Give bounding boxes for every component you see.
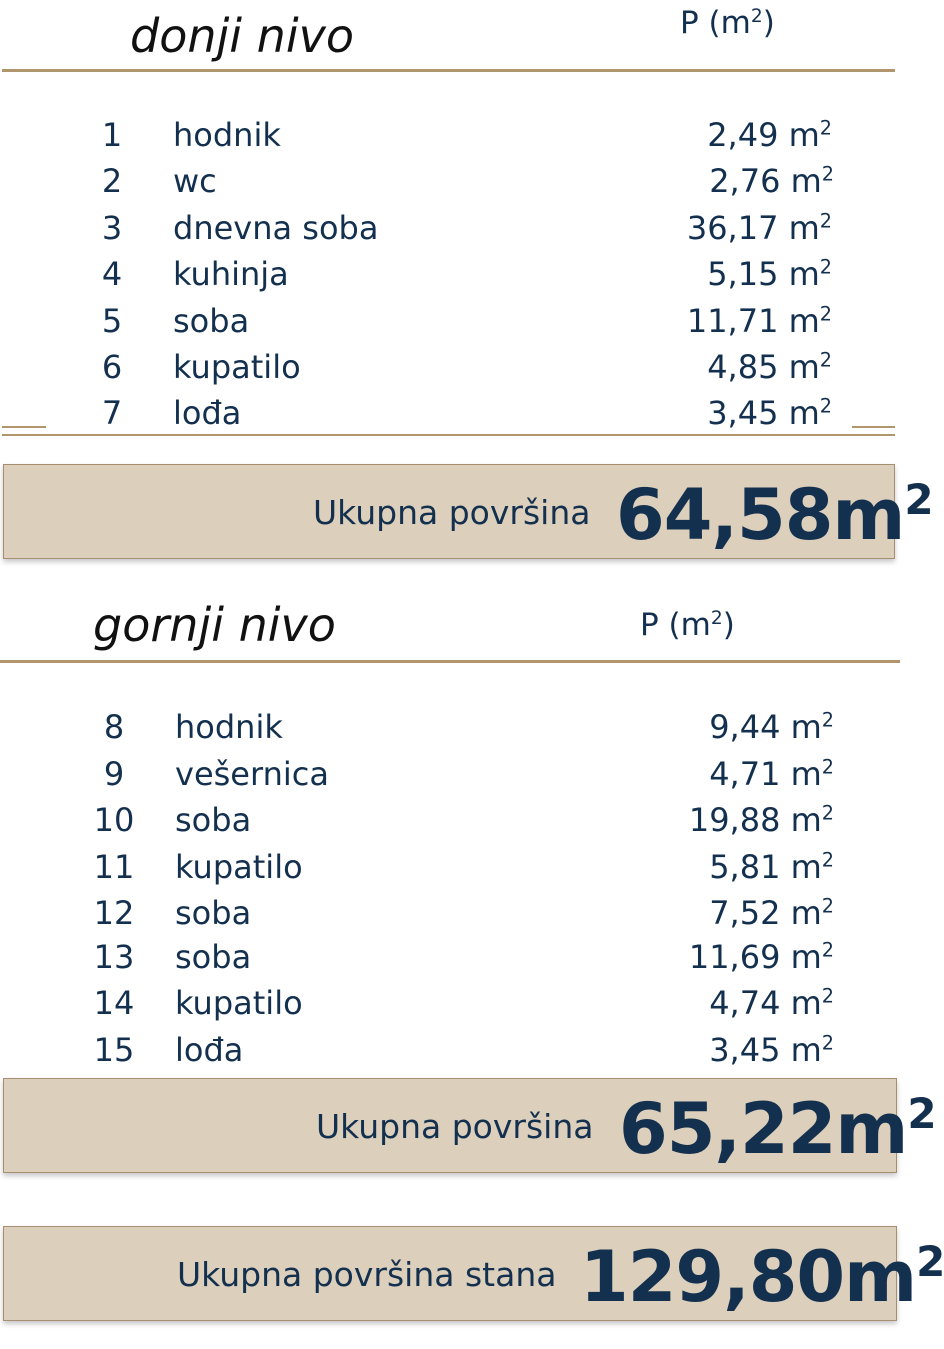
- apartment-total-box: [3, 1226, 944, 1321]
- room-number: 9: [103, 755, 125, 793]
- room-name: soba: [175, 894, 252, 932]
- room-name: lođa: [175, 1031, 244, 1069]
- upper-total-box: [3, 1078, 936, 1173]
- upper-total-value: $65,22m^2$: [619, 1088, 936, 1170]
- room-number: 3: [101, 209, 123, 247]
- lower-list-divider-right-accent: [852, 426, 895, 428]
- room-area: 3,45 $m^2$: [707, 394, 832, 432]
- room-name: hodnik: [173, 116, 281, 154]
- room-area: 5,81 $m^2$: [709, 848, 834, 886]
- room-row: [0, 751, 900, 797]
- room-row: [0, 1027, 900, 1073]
- room-name: lođa: [173, 394, 242, 432]
- room-row: [0, 344, 900, 390]
- room-number: 11: [93, 848, 135, 886]
- room-row: [0, 390, 900, 436]
- room-area: 4,71 $m^2$: [709, 755, 834, 793]
- area-header-close: ): [762, 5, 775, 41]
- area-header-label: P (m: [640, 607, 711, 643]
- room-number: 2: [101, 162, 123, 200]
- room-row: [0, 704, 900, 750]
- room-area: 2,76 $m^2$: [709, 162, 834, 200]
- area-header-label: P (m: [680, 5, 751, 41]
- room-area: 11,69 $m^2$: [688, 938, 834, 976]
- room-row: [0, 251, 900, 297]
- lower-level-title: donji nivo: [130, 9, 354, 63]
- room-name: wc: [173, 162, 217, 200]
- lower-list-divider: [2, 434, 895, 436]
- room-area: 4,74 $m^2$: [709, 984, 834, 1022]
- room-row: [0, 844, 900, 890]
- lower-total-value: $64,58m^2$: [616, 474, 933, 556]
- lower-list-divider-left-accent: [2, 426, 46, 428]
- room-number: 8: [103, 708, 125, 746]
- room-number: 15: [93, 1031, 135, 1069]
- room-area: 3,45 $m^2$: [709, 1031, 834, 1069]
- room-number: 4: [101, 255, 123, 293]
- room-area: 11,71 $m^2$: [686, 302, 832, 340]
- room-name: hodnik: [175, 708, 283, 746]
- area-header-superscript: 2: [750, 5, 763, 27]
- room-area: 36,17 $m^2$: [686, 209, 832, 247]
- room-area: 7,52 $m^2$: [709, 894, 834, 932]
- room-row: [0, 298, 900, 344]
- room-name: vešernica: [175, 755, 329, 793]
- room-number: 1: [101, 116, 123, 154]
- room-number: 12: [93, 894, 135, 932]
- room-number: 13: [93, 938, 135, 976]
- room-row: [0, 934, 900, 980]
- lower-area-column-header: [680, 5, 775, 41]
- room-row: [0, 890, 900, 936]
- room-number: 14: [93, 984, 135, 1022]
- room-row: [0, 797, 900, 843]
- upper-level-title: gornji nivo: [93, 598, 336, 652]
- room-number: 5: [101, 302, 123, 340]
- room-name: kupatilo: [175, 984, 303, 1022]
- room-name: kupatilo: [175, 848, 303, 886]
- lower-total-box: [3, 464, 933, 559]
- room-name: soba: [175, 801, 252, 839]
- room-number: 6: [101, 348, 123, 386]
- room-row: [0, 980, 900, 1026]
- room-area: 4,85 $m^2$: [707, 348, 832, 386]
- upper-area-column-header: [640, 607, 735, 643]
- area-header-superscript: 2: [710, 607, 723, 629]
- room-row: [0, 205, 900, 251]
- room-number: 10: [93, 801, 135, 839]
- area-header-close: ): [722, 607, 735, 643]
- room-name: kupatilo: [173, 348, 301, 386]
- apartment-total-label: Ukupna površina stana: [177, 1255, 557, 1294]
- apartment-total-value: $129,80m^2$: [580, 1236, 944, 1318]
- room-number: 7: [101, 394, 123, 432]
- lower-total-label: Ukupna površina: [313, 493, 591, 532]
- room-area: 19,88 $m^2$: [688, 801, 834, 839]
- room-row: [0, 158, 900, 204]
- room-row: [0, 112, 900, 158]
- room-name: soba: [175, 938, 252, 976]
- room-area: 9,44 $m^2$: [709, 708, 834, 746]
- upper-header-divider: [0, 660, 900, 663]
- room-name: dnevna soba: [173, 209, 379, 247]
- room-name: soba: [173, 302, 250, 340]
- lower-header-divider: [2, 69, 895, 72]
- room-name: kuhinja: [173, 255, 289, 293]
- room-area: 2,49 $m^2$: [707, 116, 832, 154]
- upper-total-label: Ukupna površina: [316, 1107, 594, 1146]
- room-area: 5,15 $m^2$: [707, 255, 832, 293]
